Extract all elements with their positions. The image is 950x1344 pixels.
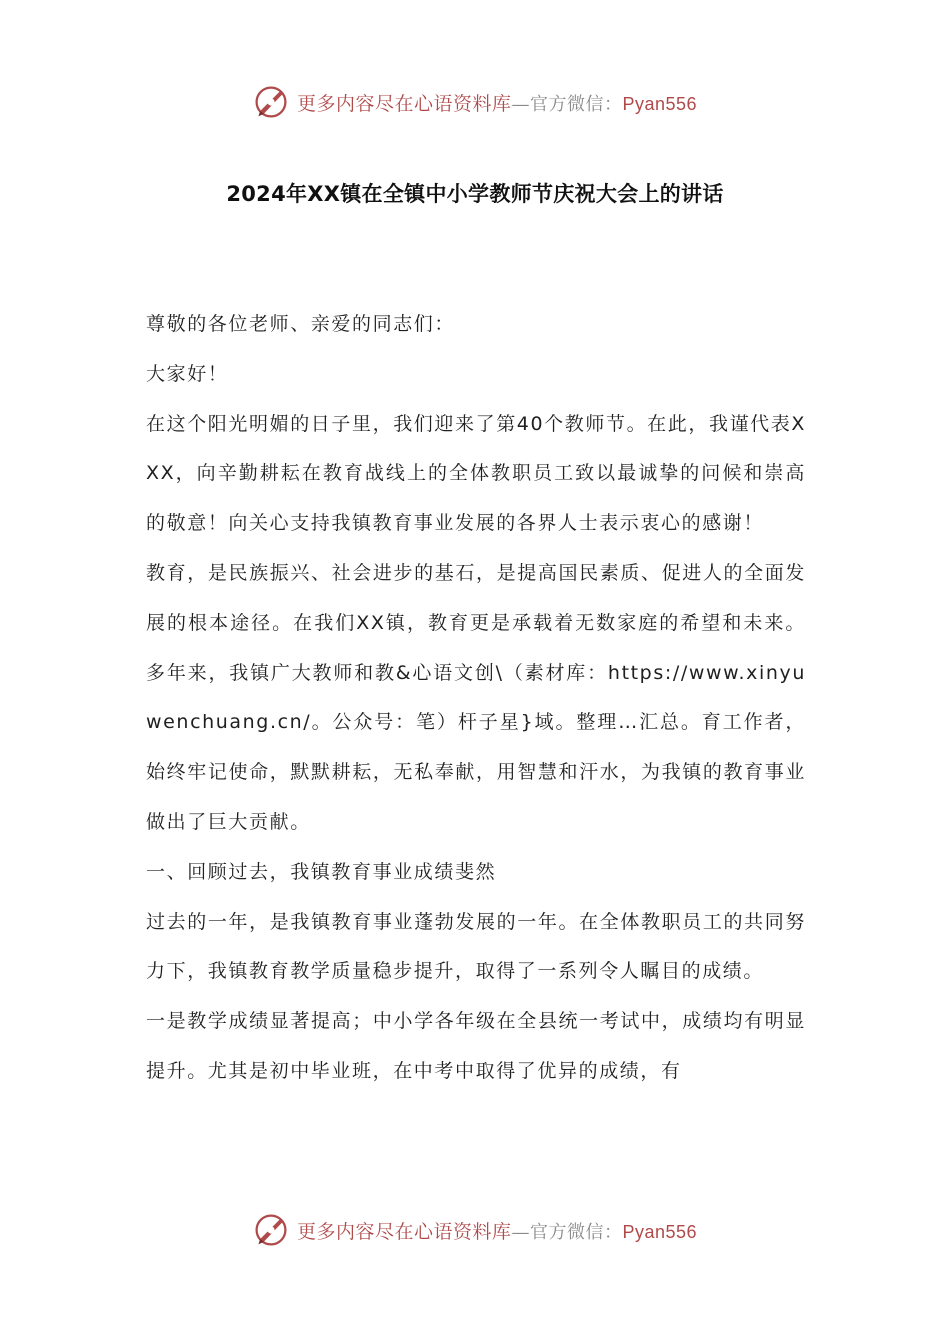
document-body: [146, 300, 806, 1097]
paragraph-salutation: 尊敬的各位老师、亲爱的同志们：: [146, 313, 456, 335]
document-title: 2024年XX镇在全镇中小学教师节庆祝大会上的讲话: [226, 182, 724, 206]
paragraph: 一是教学成绩显著提高；中小学各年级在全县统一考试中，成绩均有明显提升。尤其是初中毕业班，在中考中取得了优异的成绩，有: [146, 1010, 806, 1082]
banner-brand: 更多内容尽在心语资料库: [296, 1220, 512, 1243]
paragraph-greeting: 大家好！: [146, 362, 229, 385]
banner-text: [297, 1217, 697, 1244]
quill-pen-logo-icon: [253, 84, 289, 120]
paragraph: 教育，是民族振兴、社会进步的基石，是提高国民素质、促进人的全面发展的根本途径。在我们XX镇，教育更是承载着无数家庭的希望和未来。多年来，我镇广大教师和教&心语文创\（素材库：https://www.xinyuwenchuang.cn/。公众号：笔）杆子星}域。整理…汇总。育工作者，始终牢记使命，默默耕耘，无私奉献，用智慧和汗水，为我镇的教育事业做出了巨大贡献。: [146, 561, 806, 833]
banner-wechat: Pyan556: [622, 1221, 698, 1242]
banner-dash: —: [511, 93, 530, 115]
banner-official: 官方微信：: [529, 1221, 623, 1243]
banner-wechat: Pyan556: [622, 93, 698, 114]
footer-banner: [0, 1208, 950, 1252]
banner-brand: 更多内容尽在心语资料库: [296, 92, 512, 115]
quill-pen-logo-icon: [253, 1212, 289, 1248]
section-heading: 一、回顾过去，我镇教育事业成绩斐然: [146, 860, 497, 883]
banner-official: 官方微信：: [529, 93, 623, 115]
header-banner: [0, 80, 950, 124]
banner-dash: —: [511, 1221, 530, 1243]
paragraph: 在这个阳光明媚的日子里，我们迎来了第40个教师节。在此，我谨代表XXX，向辛勤耕耘在教育战线上的全体教职员工致以最诚挚的问候和崇高的敬意！向关心支持我镇教育事业发展的各界人士表示衷心的感谢！: [146, 412, 806, 535]
paragraph: 过去的一年，是我镇教育事业蓬勃发展的一年。在全体教职员工的共同努力下，我镇教育教学质量稳步提升，取得了一系列令人瞩目的成绩。: [146, 910, 806, 983]
banner-text: [297, 89, 697, 116]
